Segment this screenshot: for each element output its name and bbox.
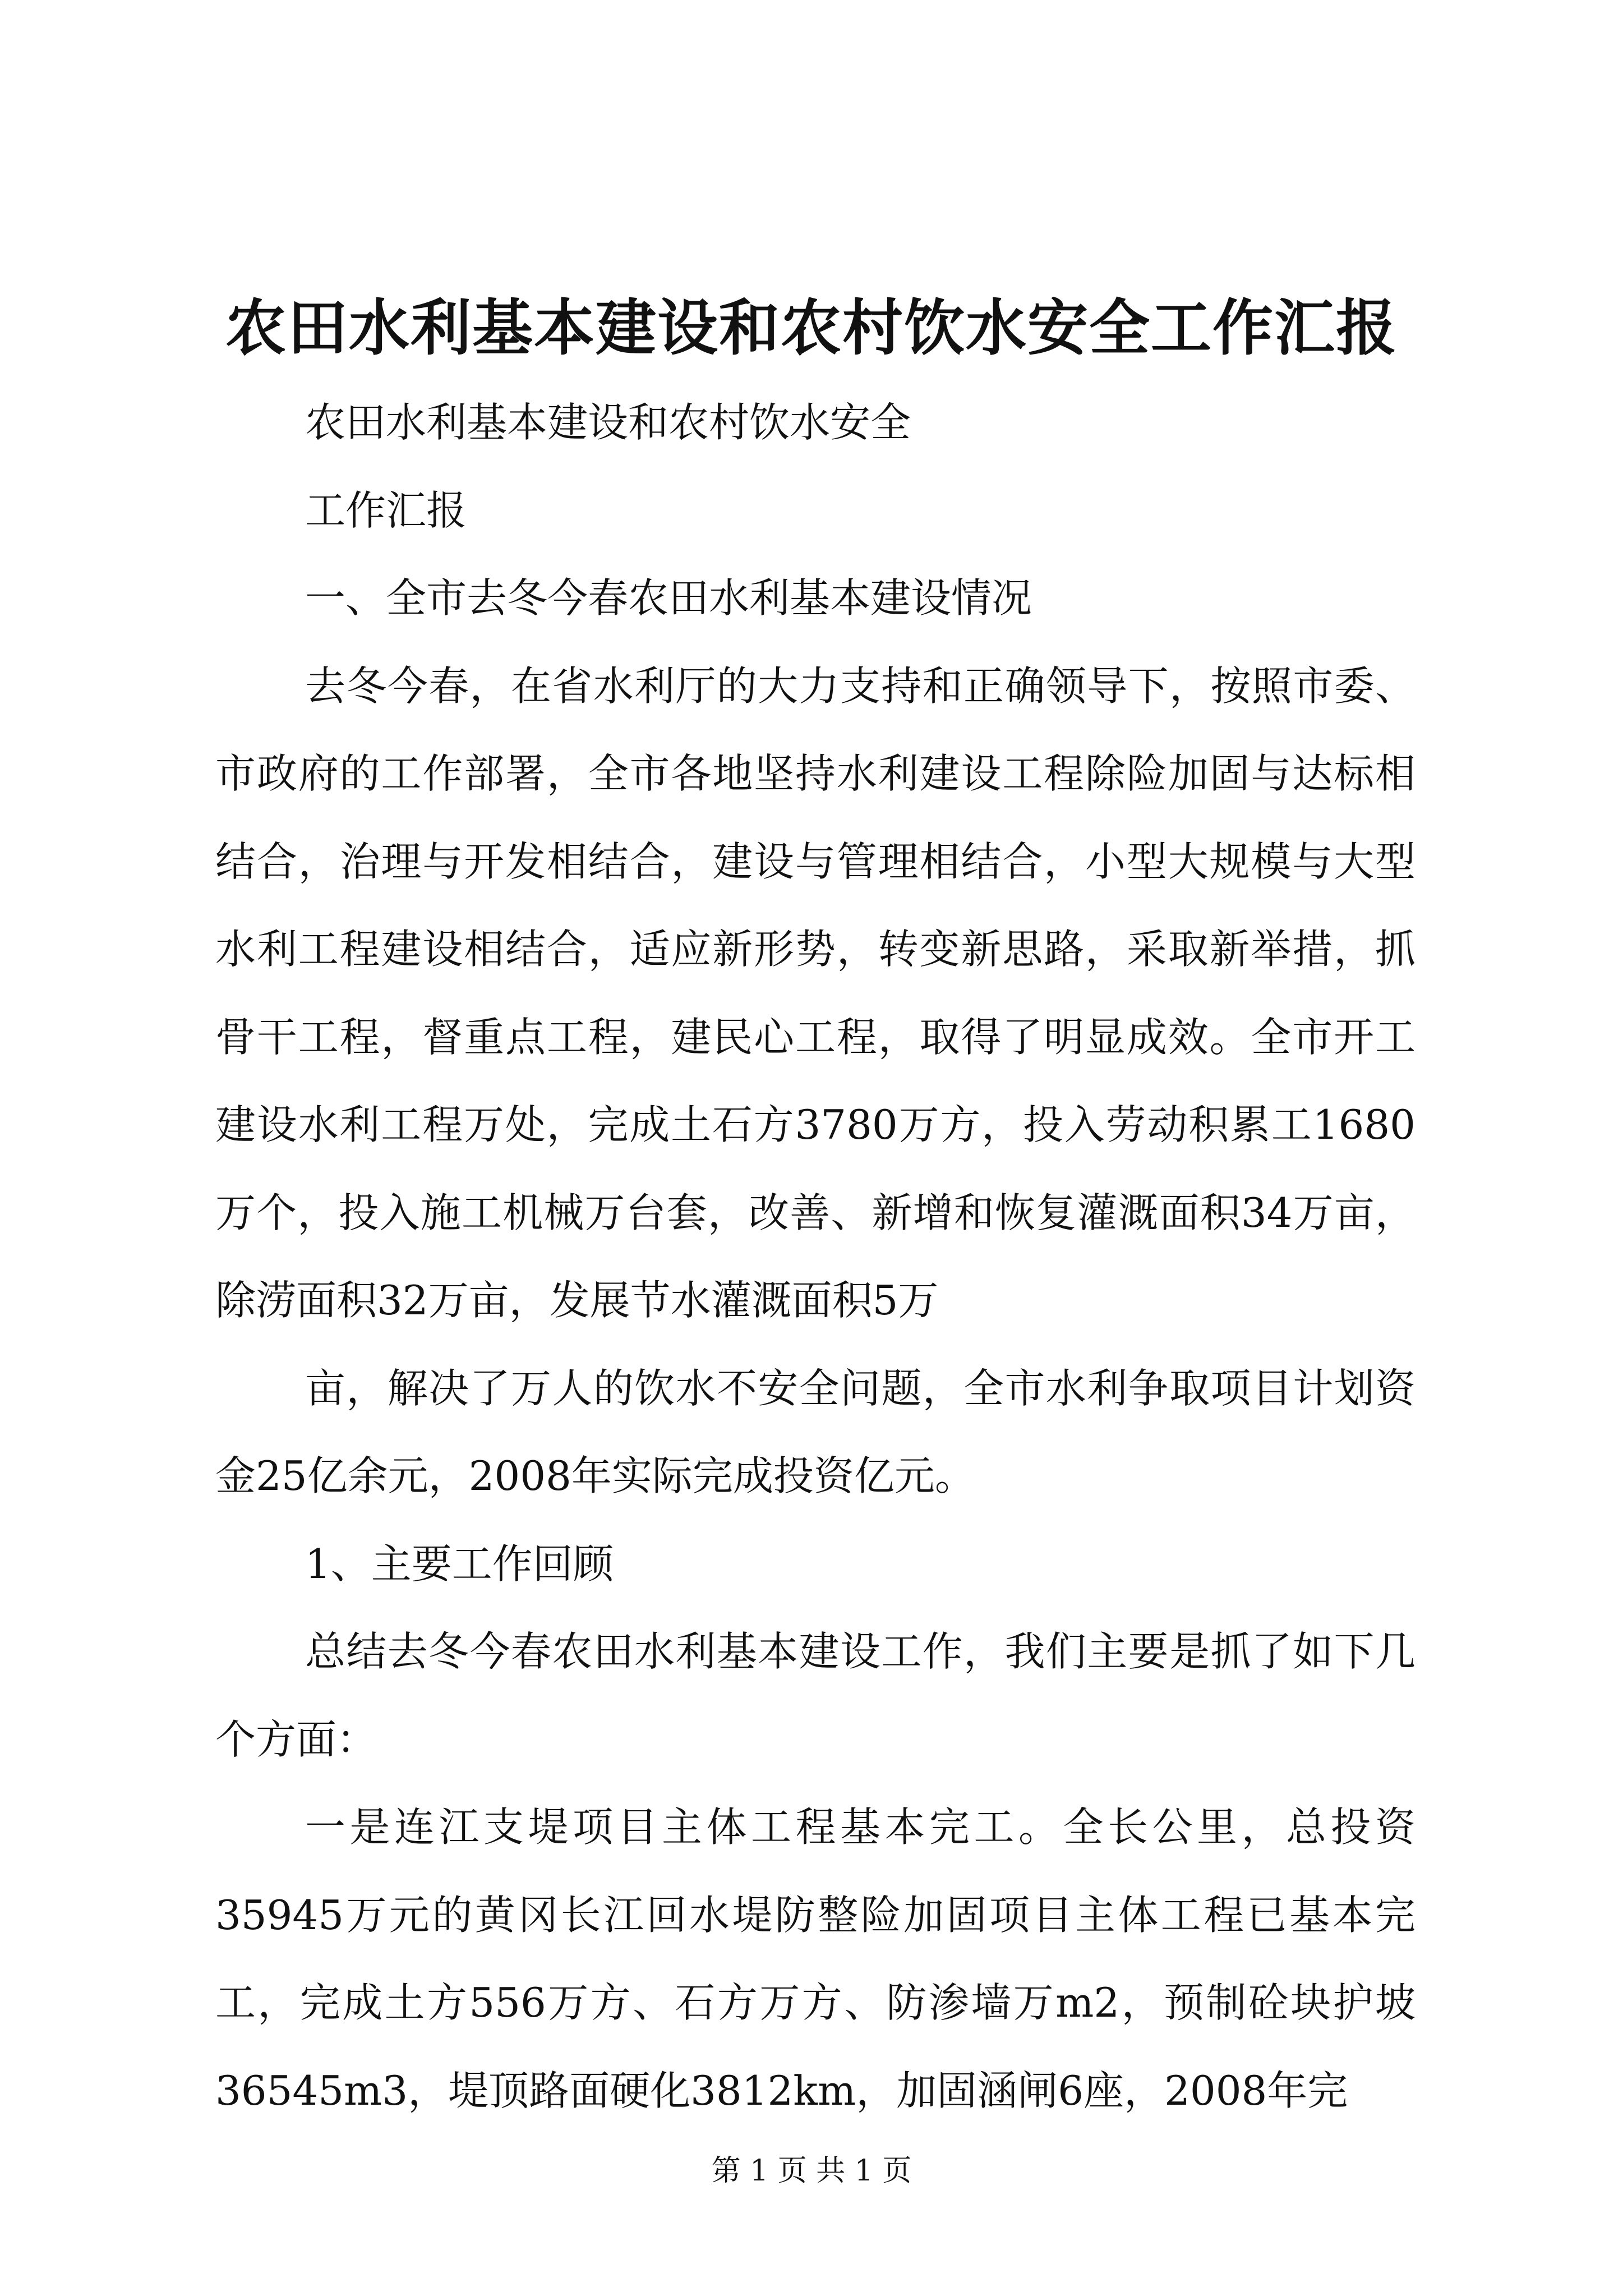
paragraph: 一是连江支堤项目主体工程基本完工。全长公里，总投资35945万元的黄冈长江回水堤防整险加固项目主体工程已基本完工，完成土方556万方、石方万方、防渗墙万m2，预制砼块护坡36545m3，堤顶路面硬化3812km，加固涵闸6座，2008年完 — [215, 1803, 1415, 2114]
section-heading: 一、全市去冬今春农田水利基本建设情况 — [305, 574, 1032, 622]
subtitle-line-2: 工作汇报 — [305, 486, 467, 534]
subsection-heading: 1、主要工作回顾 — [305, 1540, 614, 1588]
paragraph: 总结去冬今春农田水利基本建设工作，我们主要是抓了如下几个方面： — [215, 1628, 1415, 1763]
paragraph: 亩，解决了万人的饮水不安全问题，全市水利争取项目计划资金25亿余元，2008年实际完成投资亿元。 — [215, 1364, 1415, 1499]
page-number-footer: 第 1 页 共 1 页 — [711, 2154, 912, 2188]
subtitle-line-1: 农田水利基本建设和农村饮水安全 — [305, 399, 911, 446]
document-body — [215, 379, 1415, 2134]
paragraph: 去冬今春，在省水利厅的大力支持和正确领导下，按照市委、市政府的工作部署，全市各地坚持水利建设工程除险加固与达标相结合，治理与开发相结合，建设与管理相结合，小型大规模与大型水利工程建设相结合，适应新形势，转变新思路，采取新举措，抓骨干工程，督重点工程，建民心工程，取得了明显成效。全市开工建设水利工程万处，完成土石方3780万方，投入劳动积累工1680万个，投入施工机械万台套，改善、新增和恢复灌溉面积34万亩，除涝面积32万亩，发展节水灌溉面积5万 — [215, 662, 1415, 1324]
document-title: 农田水利基本建设和农村饮水安全工作汇报 — [225, 293, 1398, 364]
